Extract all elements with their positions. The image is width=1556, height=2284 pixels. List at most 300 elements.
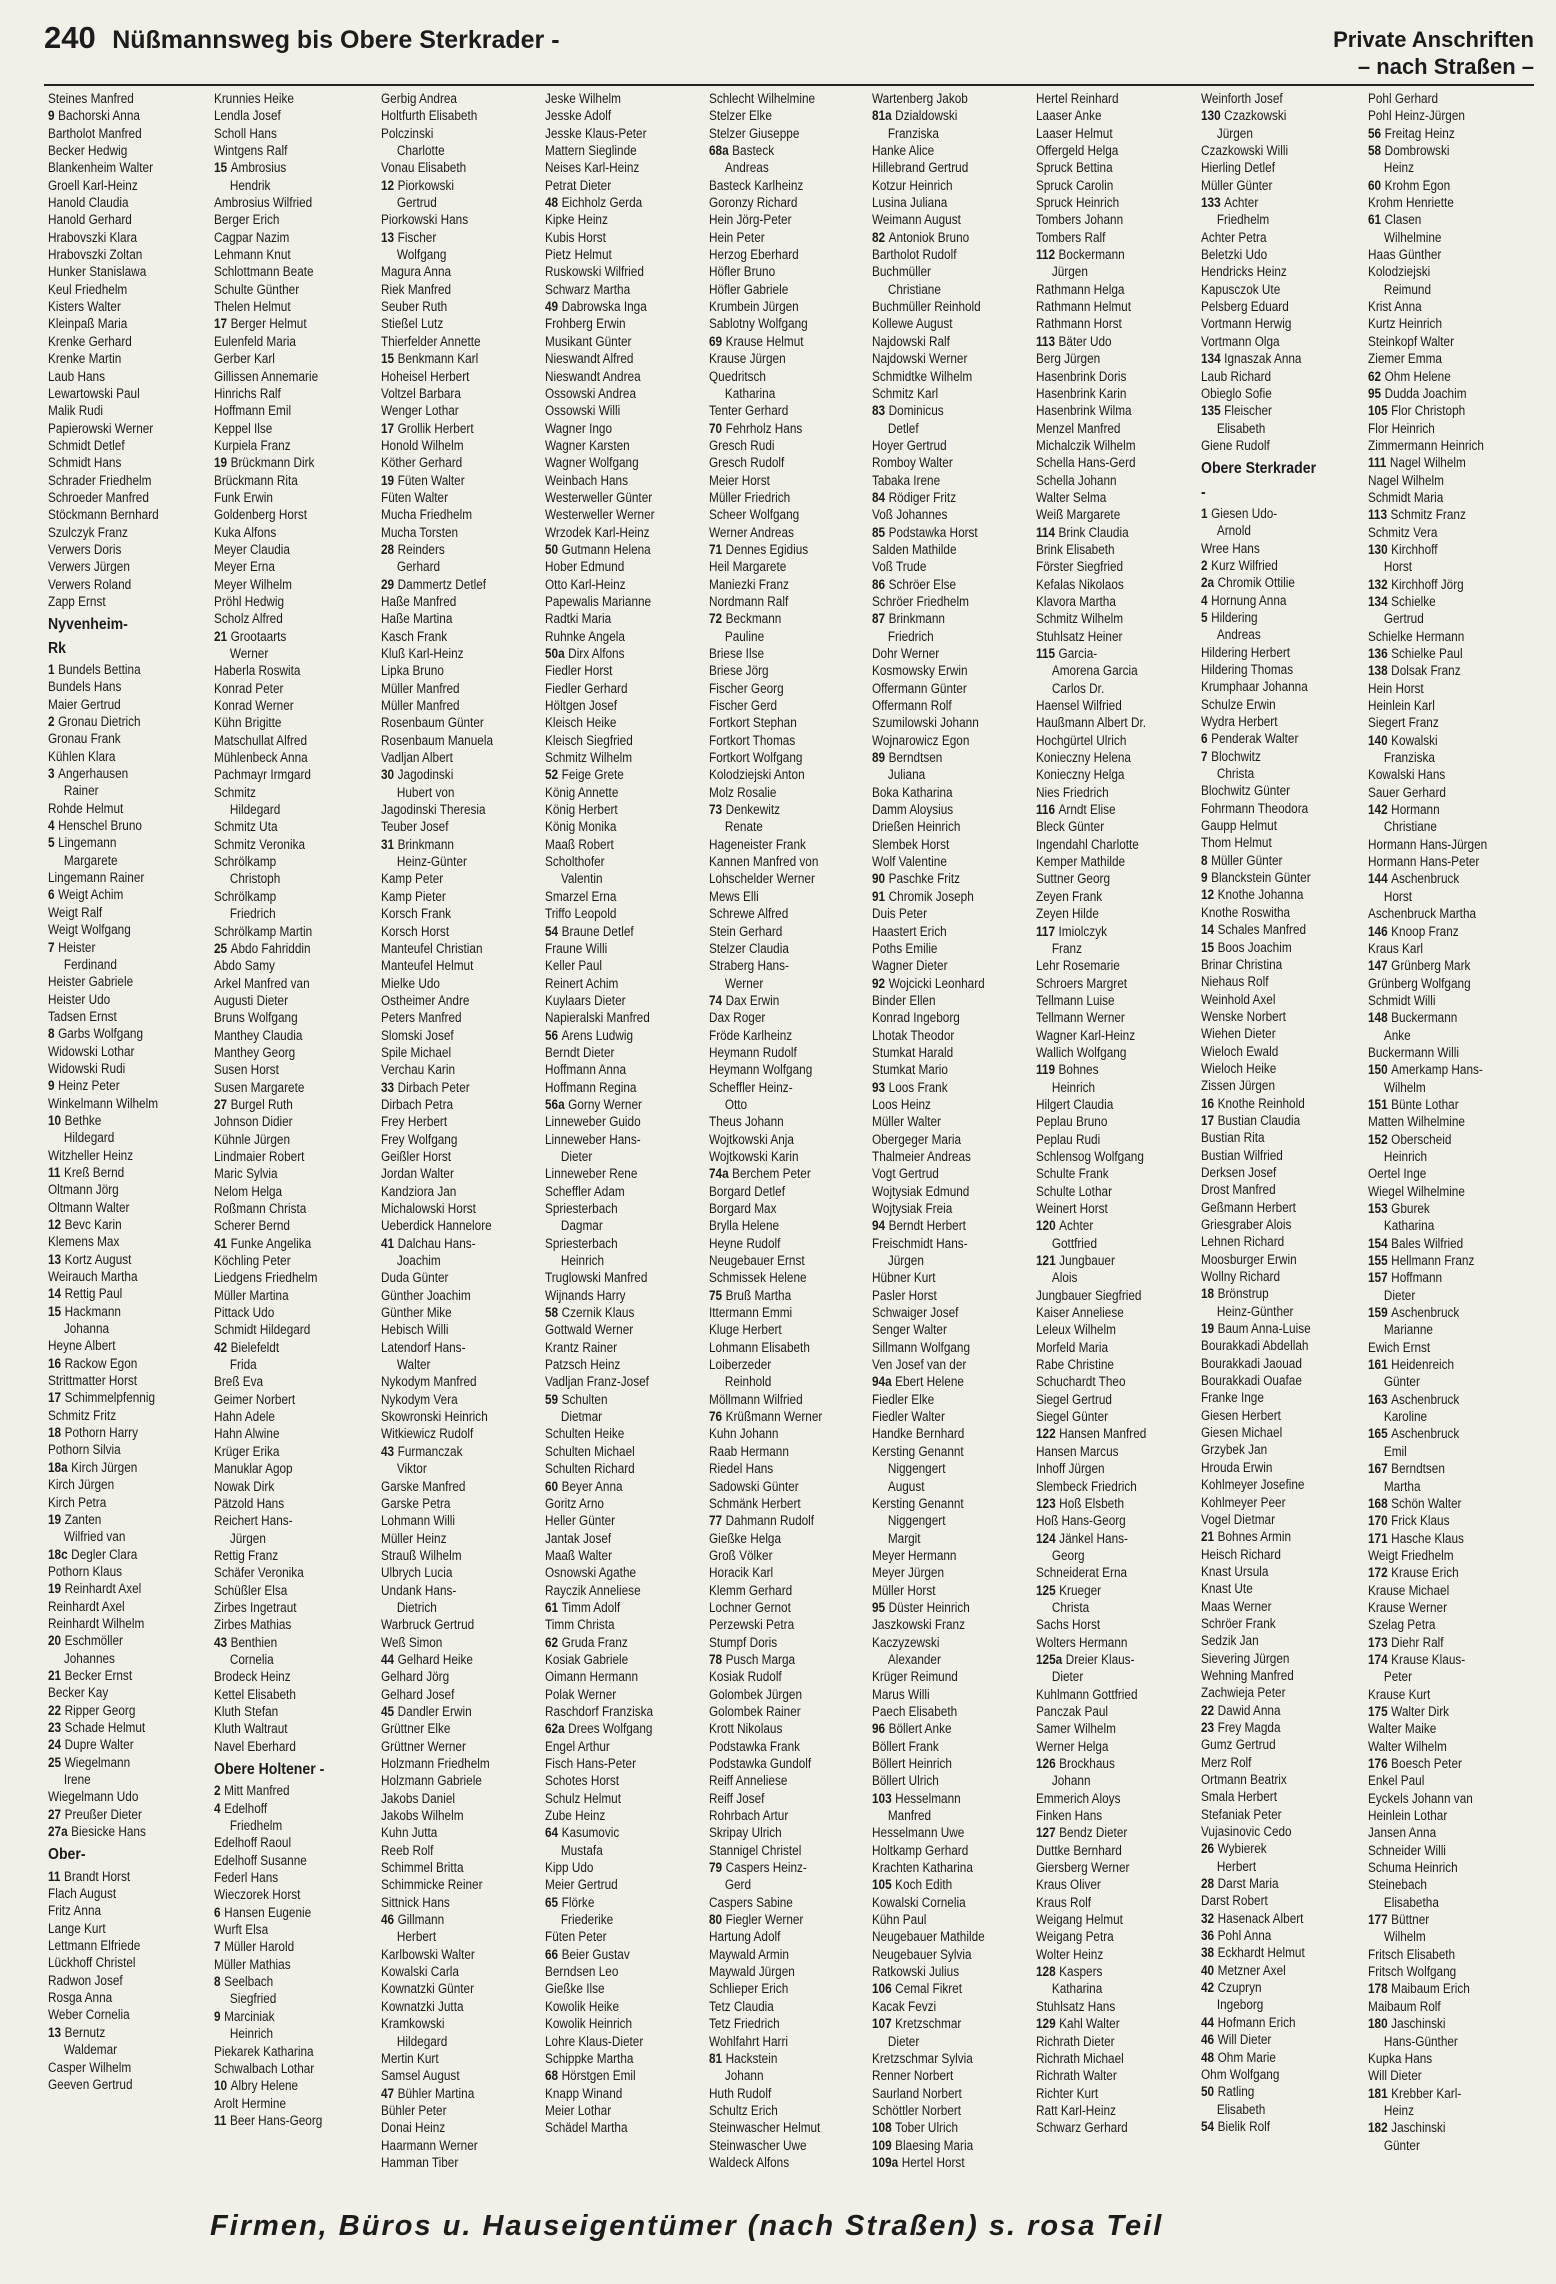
- resident-entry: Schielke Hermann: [1368, 628, 1465, 644]
- resident-entry: Kotzur Heinrich: [872, 177, 953, 193]
- entry-continuation: Peter: [1383, 1669, 1413, 1685]
- resident-entry: Wartenberg Jakob: [872, 91, 968, 106]
- entry-continuation: Juliana: [887, 767, 926, 783]
- listing-columns: [48, 90, 1534, 2170]
- resident-entry: Heil Margarete: [709, 559, 787, 575]
- house-number-entry: 56 Freitag Heinz: [1368, 125, 1455, 141]
- resident-entry: Steinwascher Helmut: [709, 2120, 821, 2136]
- resident-entry: Schmitz: [214, 784, 256, 800]
- resident-entry: Abdo Samy: [214, 958, 275, 974]
- resident-entry: Schuma Heinrich: [1368, 1860, 1458, 1876]
- house-number: 28: [381, 541, 395, 557]
- house-number-entry: 2 Kurz Wilfried: [1201, 557, 1278, 573]
- resident-entry: Ossowski Andrea: [545, 385, 637, 401]
- resident-entry: Briese Jörg: [709, 663, 769, 679]
- house-number-entry: 59 Schulten: [545, 1391, 608, 1407]
- house-number: 18: [1201, 1286, 1215, 1302]
- house-number: 66: [545, 1946, 559, 1962]
- house-number: 20: [48, 1633, 62, 1649]
- resident-entry: Seuber Ruth: [381, 299, 448, 315]
- house-number-entry: 96 Böllert Anke: [872, 1721, 952, 1737]
- house-number: 75: [709, 1287, 723, 1303]
- column-7: [1036, 90, 1184, 2137]
- entry-continuation: Heinrich: [229, 2026, 274, 2042]
- resident-entry: Hübner Kurt: [872, 1270, 936, 1286]
- resident-entry: Gresch Rudi: [709, 437, 775, 453]
- resident-entry: Pelsberg Eduard: [1201, 299, 1289, 315]
- resident-entry: Maaß Walter: [545, 1547, 613, 1563]
- house-number: 50: [1201, 2084, 1215, 2100]
- resident-entry: Raschdorf Franziska: [545, 1703, 654, 1719]
- house-number: 138: [1368, 663, 1388, 679]
- house-number: 95: [1368, 385, 1382, 401]
- resident-entry: Rabe Christine: [1036, 1357, 1114, 1373]
- house-number: 47: [381, 2085, 395, 2101]
- resident-entry: Zachwieja Peter: [1201, 1685, 1286, 1701]
- resident-entry: Krause Michael: [1368, 1582, 1450, 1598]
- resident-entry: Weinert Horst: [1036, 1201, 1108, 1216]
- resident-entry: Mews Elli: [709, 888, 759, 904]
- resident-entry: Kipp Udo: [545, 1860, 594, 1876]
- house-number: 174: [1368, 1651, 1388, 1667]
- house-number-entry: 41 Funke Angelika: [214, 1235, 312, 1251]
- resident-entry: Schulten Michael: [545, 1443, 635, 1459]
- house-number-entry: 43 Furmanczak: [381, 1443, 463, 1459]
- house-number-entry: 11 Beer Hans-Georg: [214, 2112, 323, 2128]
- house-number: 11: [48, 1868, 61, 1884]
- resident-entry: Vonau Elisabeth: [381, 160, 467, 176]
- house-number: 60: [1368, 177, 1382, 193]
- resident-entry: Gresch Rudolf: [709, 455, 785, 471]
- resident-entry: Schlecht Wilhelmine: [709, 91, 816, 106]
- resident-entry: Fröde Karlheinz: [709, 1027, 793, 1043]
- entry-continuation: Frida: [229, 1357, 257, 1373]
- resident-entry: Geißler Horst: [381, 1148, 452, 1164]
- house-number-entry: 30 Jagodinski: [381, 767, 454, 783]
- house-number-entry: 86 Schröer Else: [872, 576, 957, 592]
- resident-entry: Truglowski Manfred: [545, 1270, 648, 1286]
- house-number: 61: [1368, 212, 1382, 228]
- resident-entry: Breß Eva: [214, 1374, 264, 1390]
- house-number-entry: 38 Eckhardt Helmut: [1201, 1945, 1305, 1961]
- entry-continuation: Martha: [1383, 1478, 1421, 1494]
- resident-entry: Krunnies Heike: [214, 91, 294, 106]
- house-number-entry: 18a Kirch Jürgen: [48, 1459, 138, 1475]
- resident-entry: Haarmann Werner: [381, 2137, 478, 2153]
- house-number: 62a: [545, 1721, 565, 1737]
- resident-entry: Susen Horst: [214, 1062, 279, 1078]
- house-number: 44: [1201, 2014, 1215, 2030]
- resident-entry: Zirbes Mathias: [214, 1617, 292, 1633]
- resident-entry: Pröhl Hedwig: [214, 593, 285, 609]
- house-number-entry: 107 Kretzschmar: [872, 2016, 962, 2032]
- entry-continuation: Heinrich: [560, 1253, 605, 1269]
- house-number-entry: 50a Dirx Alfons: [545, 646, 625, 661]
- entry-continuation: Niggengert: [887, 1461, 946, 1477]
- entry-continuation: Friederike: [560, 1912, 614, 1928]
- resident-entry: Ratt Karl-Heinz: [1036, 2102, 1116, 2118]
- house-number-entry: 62 Gruda Franz: [545, 1634, 628, 1650]
- resident-entry: Stöckmann Bernhard: [48, 507, 159, 523]
- resident-entry: Hahn Alwine: [214, 1426, 280, 1442]
- resident-entry: Piorkowski Hans: [381, 212, 469, 228]
- house-number-entry: 72 Beckmann: [709, 611, 782, 627]
- resident-entry: Goronzy Richard: [709, 195, 798, 211]
- house-number: 87: [872, 611, 886, 627]
- house-number-entry: 114 Brink Claudia: [1036, 524, 1129, 540]
- house-number-entry: 8 Müller Günter: [1201, 852, 1283, 868]
- resident-entry: Kosiak Rudolf: [709, 1669, 782, 1685]
- resident-entry: Verchau Karin: [381, 1062, 456, 1078]
- resident-entry: Borgard Detlef: [709, 1183, 785, 1199]
- resident-entry: Hrouda Erwin: [1201, 1459, 1273, 1475]
- resident-entry: Holzmann Friedhelm: [381, 1756, 490, 1771]
- house-number: 144: [1368, 871, 1388, 887]
- resident-entry: Rohrbach Artur: [709, 1808, 789, 1824]
- entry-continuation: Waldemar: [63, 2042, 118, 2058]
- resident-entry: Golombek Rainer: [709, 1703, 801, 1719]
- resident-entry: Kluge Herbert: [709, 1322, 782, 1338]
- resident-entry: Otto Karl-Heinz: [545, 576, 626, 592]
- column-2: [214, 90, 362, 2129]
- resident-entry: Schrölkamp: [214, 888, 277, 904]
- resident-entry: Gießke Helga: [709, 1530, 782, 1546]
- house-number-entry: 142 Hormann: [1368, 802, 1440, 818]
- resident-entry: Oimann Hermann: [545, 1669, 639, 1685]
- resident-entry: Kleisch Heike: [545, 715, 617, 731]
- house-number: 105: [1368, 403, 1388, 419]
- resident-entry: Gelhard Josef: [381, 1686, 455, 1702]
- house-number-entry: 2 Gronau Dietrich: [48, 714, 141, 730]
- house-number-entry: 49 Dabrowska Inga: [545, 299, 647, 315]
- resident-entry: Blochwitz Günter: [1201, 783, 1291, 799]
- resident-entry: Steinebach: [1368, 1877, 1427, 1893]
- resident-entry: Czazkowski Willi: [1201, 143, 1289, 159]
- resident-entry: Zapp Ernst: [48, 593, 106, 609]
- house-number: 27a: [48, 1824, 68, 1840]
- resident-entry: Rayczik Anneliese: [545, 1582, 641, 1598]
- page-header-left: [44, 20, 560, 56]
- house-number-entry: 89 Berndtsen: [872, 750, 943, 766]
- house-number-entry: 12 Knothe Johanna: [1201, 887, 1304, 903]
- resident-entry: Flor Heinrich: [1368, 420, 1435, 436]
- resident-entry: Ostheimer Andre: [381, 992, 470, 1008]
- resident-entry: Romboy Walter: [872, 455, 953, 471]
- resident-entry: Morfeld Maria: [1036, 1339, 1109, 1355]
- resident-entry: Korsch Horst: [381, 923, 450, 939]
- house-number: 181: [1368, 2085, 1388, 2101]
- resident-entry: Inhoff Jürgen: [1036, 1461, 1105, 1477]
- resident-entry: Merz Rolf: [1201, 1754, 1252, 1770]
- house-number-entry: 150 Amerkamp Hans-: [1368, 1062, 1483, 1078]
- entry-continuation: Günter: [1383, 1374, 1420, 1390]
- resident-entry: Groell Karl-Heinz: [48, 177, 138, 193]
- resident-entry: Wree Hans: [1201, 540, 1260, 556]
- resident-entry: Nies Friedrich: [1036, 784, 1109, 800]
- house-number: 8: [48, 1026, 55, 1042]
- resident-entry: Kupka Hans: [1368, 2050, 1433, 2066]
- resident-entry: Pothorn Klaus: [48, 1563, 123, 1579]
- resident-entry: Duttke Bernhard: [1036, 1842, 1122, 1858]
- resident-entry: Holtkamp Gerhard: [872, 1842, 969, 1858]
- resident-entry: Schmidt Hans: [48, 455, 122, 471]
- resident-entry: Meyer Hermann: [872, 1547, 957, 1563]
- resident-entry: Meier Lothar: [545, 2102, 612, 2118]
- resident-entry: Wolf Valentine: [872, 854, 947, 870]
- house-number-entry: 116 Arndt Elise: [1036, 802, 1116, 818]
- entry-continuation: Dagmar: [560, 1218, 603, 1234]
- house-number-entry: 165 Aschenbruck: [1368, 1426, 1460, 1442]
- house-number-entry: 157 Hoffmann: [1368, 1270, 1443, 1286]
- resident-entry: Paech Elisabeth: [872, 1703, 958, 1719]
- house-number-entry: 82 Antoniok Bruno: [872, 229, 970, 245]
- resident-entry: Spruck Heinrich: [1036, 195, 1120, 211]
- house-number-entry: 111 Nagel Wilhelm: [1368, 455, 1466, 471]
- resident-entry: Stumpf Doris: [709, 1634, 778, 1650]
- house-number: 61: [545, 1599, 559, 1615]
- entry-continuation: Carlos Dr.: [1051, 680, 1105, 696]
- resident-entry: Werner Andreas: [709, 524, 794, 540]
- resident-entry: Kuka Alfons: [214, 524, 277, 540]
- entry-continuation: Hubert von: [396, 784, 455, 800]
- resident-entry: Szulczyk Franz: [48, 524, 128, 540]
- resident-entry: Hesselmann Uwe: [872, 1825, 965, 1841]
- resident-entry: Wieloch Heike: [1201, 1060, 1277, 1076]
- resident-entry: Lingemann Rainer: [48, 870, 145, 886]
- resident-entry: Sadowski Günter: [709, 1478, 799, 1494]
- resident-entry: Poths Emilie: [872, 940, 938, 956]
- resident-entry: Brink Elisabeth: [1036, 541, 1115, 557]
- house-number: 58: [1368, 143, 1382, 159]
- house-number-entry: 95 Düster Heinrich: [872, 1599, 970, 1615]
- house-number: 6: [1201, 731, 1208, 747]
- resident-entry: Richrath Walter: [1036, 2068, 1117, 2084]
- house-number-entry: 50 Gutmann Helena: [545, 541, 651, 557]
- house-number-entry: 1 Bundels Bettina: [48, 662, 141, 677]
- resident-entry: Konieczny Helga: [1036, 767, 1125, 783]
- resident-entry: Weinforth Josef: [1201, 91, 1283, 106]
- resident-entry: Scholl Hans: [214, 125, 277, 141]
- resident-entry: Kuhn Johann: [709, 1426, 779, 1442]
- house-number: 13: [48, 1251, 62, 1267]
- house-number-entry: 21 Becker Ernst: [48, 1667, 133, 1683]
- house-number: 19: [1201, 1321, 1215, 1337]
- page-header-right: [1333, 26, 1534, 80]
- resident-entry: Oertel Inge: [1368, 1166, 1427, 1182]
- house-number-entry: 138 Dolsak Franz: [1368, 663, 1461, 679]
- resident-entry: Wojnarowicz Egon: [872, 732, 970, 748]
- house-number-entry: 5 Hildering: [1201, 609, 1258, 625]
- resident-entry: Wolters Hermann: [1036, 1634, 1128, 1650]
- resident-entry: Hahn Adele: [214, 1409, 275, 1425]
- resident-entry: Schwaiger Josef: [872, 1305, 959, 1321]
- footer-note: Firmen, Büros u. Hauseigentümer (nach Straßen) s. rosa Teil: [210, 2210, 1164, 2242]
- house-number-entry: 91 Chromik Joseph: [872, 888, 974, 904]
- resident-entry: Kraus Rolf: [1036, 1894, 1092, 1910]
- resident-entry: Enkel Paul: [1368, 1773, 1425, 1789]
- house-number-entry: 171 Hasche Klaus: [1368, 1530, 1464, 1546]
- house-number-entry: 109 Blaesing Maria: [872, 2137, 974, 2153]
- resident-entry: Lhotak Theodor: [872, 1027, 955, 1043]
- house-number: 6: [214, 1904, 221, 1920]
- house-number-entry: 105 Flor Christoph: [1368, 403, 1466, 419]
- house-number: 72: [709, 611, 723, 627]
- house-number-entry: 4 Henschel Bruno: [48, 818, 142, 834]
- resident-entry: Wiegelmann Udo: [48, 1789, 139, 1805]
- resident-entry: Rettig Franz: [214, 1547, 279, 1563]
- house-number-entry: 44 Hofmann Erich: [1201, 2014, 1296, 2030]
- house-number: 14: [1201, 922, 1215, 938]
- resident-entry: Lehnen Richard: [1201, 1234, 1285, 1250]
- resident-entry: Stießel Lutz: [381, 316, 444, 332]
- resident-entry: Mucha Torsten: [381, 524, 459, 540]
- resident-entry: Freischmidt Hans-: [872, 1235, 968, 1251]
- house-number: 113: [1036, 333, 1056, 349]
- house-number: 71: [709, 541, 723, 557]
- resident-entry: Maibaum Rolf: [1368, 1998, 1441, 2014]
- resident-entry: Vadljan Franz-Josef: [545, 1374, 649, 1390]
- resident-entry: Mertin Kurt: [381, 2050, 439, 2066]
- house-number: 10: [48, 1112, 62, 1128]
- resident-entry: Pohl Heinz-Jürgen: [1368, 108, 1465, 124]
- resident-entry: Schmitz Vera: [1368, 524, 1438, 540]
- resident-entry: Stefaniak Peter: [1201, 1806, 1282, 1822]
- house-number: 19: [381, 472, 395, 488]
- resident-entry: Kuhn Jutta: [381, 1825, 438, 1841]
- resident-entry: Maier Gertrud: [48, 696, 121, 712]
- entry-continuation: Herbert: [396, 1929, 437, 1945]
- resident-entry: Widowski Lothar: [48, 1043, 135, 1059]
- resident-entry: Karlbowski Walter: [381, 1946, 475, 1962]
- resident-entry: Rathmann Helga: [1036, 281, 1125, 297]
- house-number-entry: 153 Gburek: [1368, 1201, 1430, 1216]
- entry-continuation: Hildegard: [396, 2033, 448, 2049]
- resident-entry: Witkiewicz Rudolf: [381, 1426, 474, 1442]
- resident-entry: Bundels Hans: [48, 679, 122, 695]
- street-heading: Nyvenheim-: [48, 616, 128, 634]
- resident-entry: Hober Edmund: [545, 559, 625, 575]
- resident-entry: Verwers Doris: [48, 541, 122, 557]
- house-number: 9: [48, 1078, 55, 1094]
- entry-continuation: Wolfgang: [396, 247, 447, 263]
- resident-entry: Matschullat Alfred: [214, 732, 308, 748]
- house-number: 86: [872, 576, 886, 592]
- resident-entry: Wenger Lothar: [381, 403, 459, 419]
- resident-entry: Wieloch Ewald: [1201, 1043, 1279, 1059]
- house-number-entry: 18 Brönstrup: [1201, 1286, 1269, 1302]
- house-number: 42: [214, 1339, 228, 1355]
- resident-entry: Jeske Wilhelm: [545, 91, 621, 106]
- resident-entry: Petrat Dieter: [545, 177, 612, 193]
- resident-entry: Thom Helmut: [1201, 835, 1272, 851]
- resident-entry: Knast Ursula: [1201, 1563, 1269, 1579]
- resident-entry: Molz Rosalie: [709, 784, 777, 800]
- resident-entry: Kipke Heinz: [545, 212, 608, 228]
- entry-continuation: Joachim: [396, 1253, 441, 1269]
- house-number: 119: [1036, 1062, 1056, 1078]
- house-number: 16: [1201, 1095, 1215, 1111]
- resident-entry: Knothe Roswitha: [1201, 904, 1291, 920]
- entry-continuation: August: [887, 1478, 925, 1494]
- entry-continuation: Rainer: [63, 783, 99, 799]
- resident-entry: Dax Roger: [709, 1010, 766, 1026]
- resident-entry: Caspers Sabine: [709, 1894, 793, 1910]
- entry-continuation: Margit: [887, 1530, 921, 1546]
- resident-entry: Scholthofer: [545, 854, 605, 870]
- resident-entry: Boka Katharina: [872, 784, 953, 800]
- resident-entry: Napieralski Manfred: [545, 1010, 650, 1026]
- entry-continuation: Dieter: [1051, 1669, 1084, 1685]
- resident-entry: Lendla Josef: [214, 108, 281, 124]
- resident-entry: Tetz Friedrich: [709, 2016, 780, 2032]
- resident-entry: Hildering Thomas: [1201, 662, 1294, 677]
- entry-continuation: Gertrud: [396, 195, 437, 211]
- resident-entry: Horacik Karl: [709, 1565, 774, 1581]
- entry-continuation: Heinrich: [1051, 1079, 1096, 1095]
- resident-entry: Radwon Josef: [48, 1972, 123, 1988]
- house-number: 36: [1201, 1928, 1215, 1944]
- resident-entry: Slomski Josef: [381, 1027, 454, 1043]
- entry-continuation: Heinz-Günther: [1216, 1303, 1294, 1319]
- house-number-entry: 42 Bielefeldt: [214, 1339, 280, 1355]
- house-number-entry: 76 Krüßmann Werner: [709, 1409, 823, 1425]
- resident-entry: Tellmann Luise: [1036, 992, 1115, 1008]
- resident-entry: Arolt Hermine: [214, 2095, 287, 2111]
- house-number-entry: 176 Boesch Peter: [1368, 1756, 1462, 1771]
- resident-entry: Förster Siegfried: [1036, 559, 1124, 575]
- resident-entry: Kühnle Jürgen: [214, 1131, 290, 1147]
- resident-entry: Magura Anna: [381, 264, 452, 280]
- resident-entry: Szumilowski Johann: [872, 715, 979, 731]
- resident-entry: Leleux Wilhelm: [1036, 1322, 1116, 1338]
- house-number: 17: [48, 1390, 62, 1406]
- house-number-entry: 68a Basteck: [709, 143, 775, 159]
- house-number: 178: [1368, 1981, 1388, 1997]
- house-number-entry: 133 Achter: [1201, 195, 1259, 211]
- resident-entry: Wiegel Wilhelmine: [1368, 1183, 1465, 1199]
- resident-entry: Frey Herbert: [381, 1114, 448, 1130]
- house-number: 2: [1201, 557, 1208, 573]
- house-number-entry: 64 Kasumovic: [545, 1825, 620, 1841]
- resident-entry: Kemper Mathilde: [1036, 854, 1126, 870]
- house-number-entry: 75 Bruß Martha: [709, 1287, 792, 1303]
- resident-entry: Zeyen Hilde: [1036, 906, 1099, 922]
- resident-entry: Fiedler Horst: [545, 663, 613, 679]
- entry-continuation: Pauline: [724, 628, 765, 644]
- house-number-entry: 12 Bevc Karin: [48, 1217, 122, 1232]
- resident-entry: Roßmann Christa: [214, 1201, 307, 1216]
- resident-entry: Timm Christa: [545, 1617, 615, 1633]
- resident-entry: Weimann August: [872, 212, 961, 228]
- resident-entry: König Monika: [545, 819, 617, 835]
- house-number-entry: 18 Pothorn Harry: [48, 1425, 138, 1441]
- resident-entry: Kurtz Heinrich: [1368, 316, 1443, 332]
- resident-entry: Walter Selma: [1036, 489, 1107, 505]
- resident-entry: Schmissek Helene: [709, 1270, 807, 1286]
- resident-entry: Schella Johann: [1036, 472, 1117, 488]
- house-number-entry: 6 Penderak Walter: [1201, 731, 1299, 747]
- resident-entry: Zube Heinz: [545, 1808, 606, 1824]
- resident-entry: Maaß Robert: [545, 836, 614, 852]
- resident-entry: Frey Wolfgang: [381, 1131, 458, 1147]
- entry-continuation: Anke: [1383, 1027, 1411, 1043]
- house-number: 54: [1201, 2118, 1215, 2134]
- house-number-entry: 18c Degler Clara: [48, 1546, 138, 1562]
- house-number: 168: [1368, 1495, 1388, 1511]
- house-number: 44: [381, 1651, 395, 1667]
- resident-entry: Fohrmann Theodora: [1201, 800, 1309, 816]
- house-number-entry: 52 Feige Grete: [545, 767, 624, 783]
